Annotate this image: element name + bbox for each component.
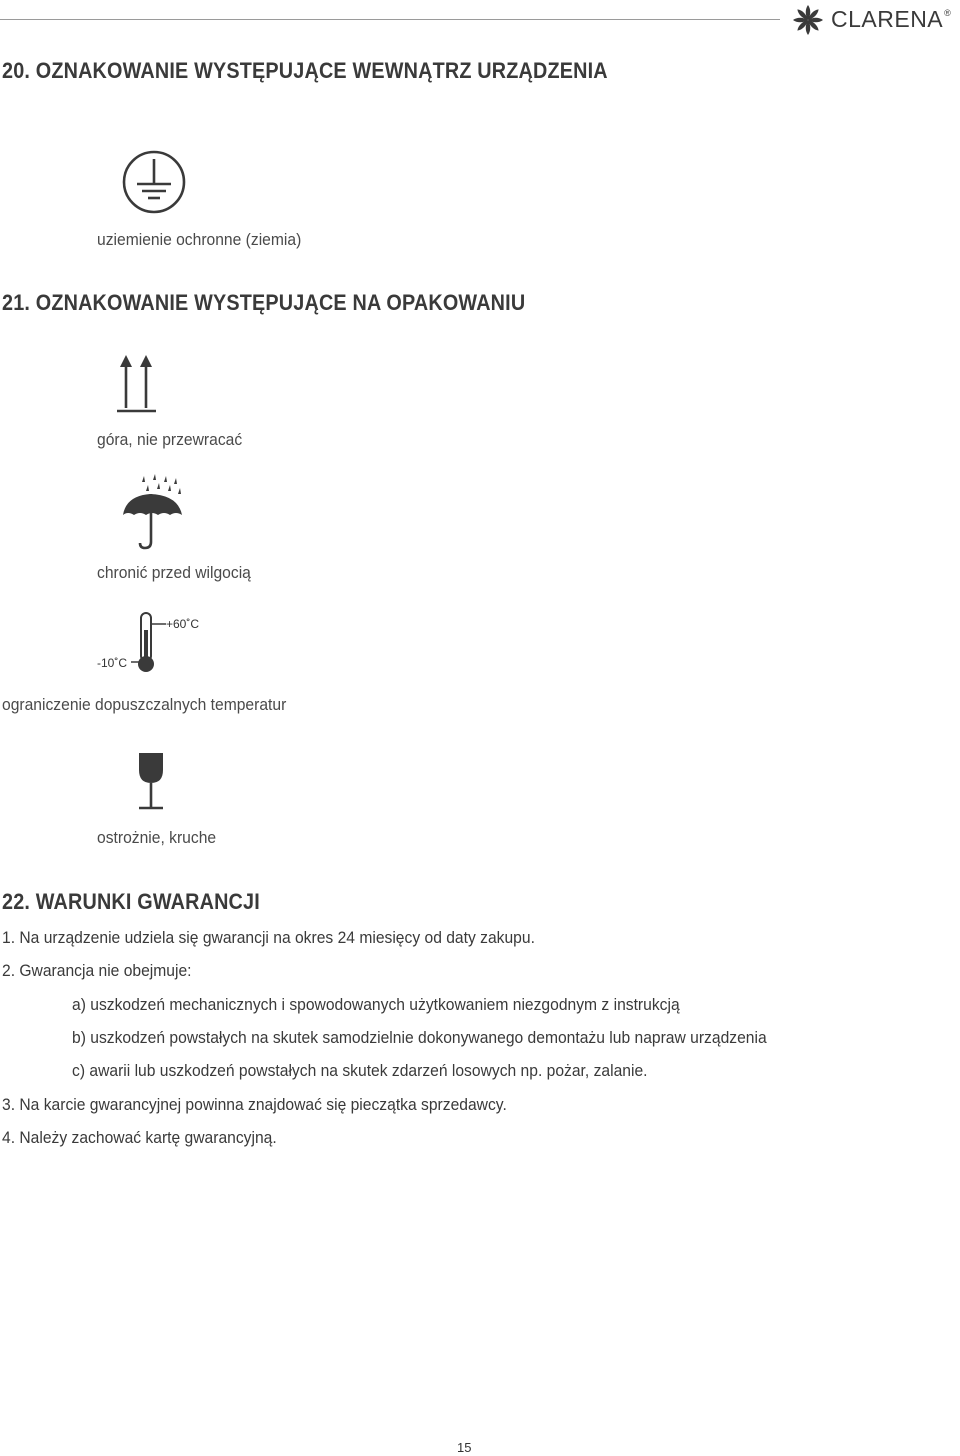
temperature-limit-label: ograniczenie dopuszczalnych temperatur (2, 695, 287, 714)
section-22-title: 22. WARUNKI GWARANCJI (2, 889, 260, 914)
temperature-min-label: -10˚C (97, 656, 128, 670)
this-way-up-icon (115, 352, 159, 414)
warranty-item-2: 2. Gwarancja nie obejmuje: (2, 961, 192, 980)
keep-dry-umbrella-icon (118, 470, 188, 550)
warranty-subitem-c: c) awarii lub uszkodzeń powstałych na skutek zdarzeń losowych np. pożar, zalanie. (72, 1061, 648, 1080)
header-rule (0, 19, 780, 20)
warranty-subitem-a: a) uszkodzeń mechanicznych i spowodowanych użytkowaniem niezgodnym z instrukcją (72, 995, 680, 1014)
protective-earth-icon (122, 150, 186, 214)
temperature-max-label: +60˚C (166, 617, 200, 631)
page-number: 15 (457, 1440, 472, 1455)
warranty-item-1: 1. Na urządzenie udziela się gwarancji na okres 24 miesięcy od daty zakupu. (2, 928, 535, 947)
fragile-glass-icon (134, 750, 168, 812)
fragile-label: ostrożnie, kruche (97, 828, 217, 847)
flower-logo-icon (786, 2, 830, 38)
warranty-item-4: 4. Należy zachować kartę gwarancyjną. (2, 1128, 277, 1147)
warranty-item-3: 3. Na karcie gwarancyjnej powinna znajdować się pieczątka sprzedawcy. (2, 1095, 507, 1114)
brand-logo (786, 2, 958, 38)
keep-dry-label: chronić przed wilgocią (97, 563, 251, 582)
brand-name: CLARENA® (831, 6, 952, 32)
protective-earth-label: uziemienie ochronne (ziemia) (97, 230, 302, 249)
warranty-subitem-b: b) uszkodzeń powstałych na skutek samodzielnie dokonywanego demontażu lub napraw urządzenia (72, 1028, 767, 1047)
section-20-title: 20. OZNAKOWANIE WYSTĘPUJĄCE WEWNĄTRZ URZĄDZENIA (2, 58, 608, 83)
this-way-up-label: góra, nie przewracać (97, 430, 243, 449)
section-21-title: 21. OZNAKOWANIE WYSTĘPUJĄCE NA OPAKOWANIU (2, 290, 526, 315)
